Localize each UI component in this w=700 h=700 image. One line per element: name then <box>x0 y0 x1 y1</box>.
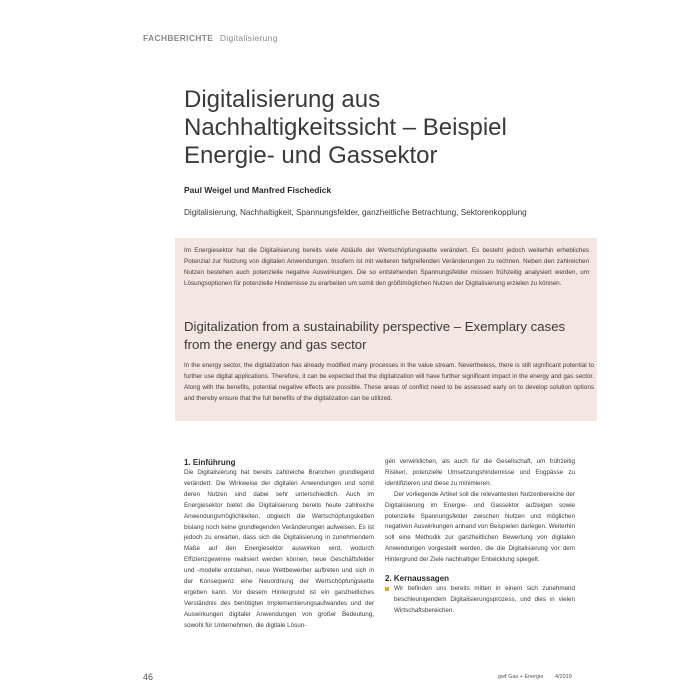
abstract-german: Im Energiesektor hat die Digitalisierung bereits viele Abläufe der Wertschöpfungskette verändert. Es besteht jedoch weiterhin erhebliches Potenzial zur Nutzung von digitalen Anwendungen. Insofern ist mit weiteren tiefgreifenden Veränderungen zu rechnen. Neben den zahlreichen Nutzen bestehen auch potenzielle negative Auswirkungen. Die so entstehenden Spannungsfelder müssen frühzeitig analysiert werden, um Lösungsoptionen für potenzielle Hindernisse zu erarbeiten um somit den größtmöglichen Nutzen der Digitalisierung erzielen zu können. <box>184 247 589 287</box>
authors: Paul Weigel und Manfred Fischedick <box>184 185 332 195</box>
keywords: Digitalisierung, Nachhaltigkeit, Spannungsfelder, ganzheitliche Betrachtung, Sektorenkopplung <box>184 208 527 217</box>
body-column-right <box>385 457 575 617</box>
section-label <box>143 33 278 43</box>
section-heading: 2. Kernaussagen <box>385 574 450 584</box>
english-title-line: from the energy and gas sector <box>184 337 367 352</box>
subsection-name: Digitalisierung <box>219 33 278 43</box>
page-number: 46 <box>143 672 154 682</box>
english-title-line: Digitalization from a sustainability perspective – Exemplary cases <box>184 319 566 334</box>
body-column-left <box>184 457 374 632</box>
abstract-english: In the energy sector, the digitalization has already modified many processes in the value stream. Nevertheless, there is still significant potential to further use digital applications. Therefore, it can be expected that the digitalization will have further significant impact in the energy and gas sector. Along with the benefits, potential negative effects are possible. These areas of conflict need to be assessed early on to develop solution options and thereby ensure that the full benefits of the digitalization can be utilized. <box>184 362 594 402</box>
title-line: Energie- und Gassektor <box>184 142 438 169</box>
bullet-square-icon <box>385 587 389 591</box>
title-line: Nachhaltigkeitssicht – Beispiel <box>184 114 507 141</box>
body-paragraph-continued: gen verwirklichen, als auch für die Gesellschaft, um frühzeitig Risiken, potenzielle Umsetzungshindernisse und Engpässe zu identifizieren und diese zu minimieren. <box>385 458 575 487</box>
key-statement-text: Wir befinden uns bereits mitten in einem sich zunehmend beschleunigendem Digitalisierungsprozess, und dies in vielen Wirtschaftsbereichen. <box>394 585 575 614</box>
key-statement-item <box>385 584 575 617</box>
body-paragraph: Die Digitalisierung hat bereits zahlreiche Branchen grundlegend verändert. Die Wirkweise der digitalen Anwendungen und somit deren Nutzen sind dabei sehr unterschiedlich. Auch im Energiesektor bietet die Digitalisierung bereits heute zahlreiche Anwendungsmöglichkeiten, obgleich die Wertschöpfungsketten bislang noch keine grundlegenden Veränderungen aufweisen. Es ist jedoch zu erwarten, dass sich die Digitalisierung in zunehmendem Maße auf den Energiesektor auswirken wird, wodurch Effizienzgewinne realisiert werden können, neue Geschäftsfelder und -modelle entstehen, neue Wettbewerber auftreten und sich in der Konsequenz eine Neuordnung der Wertschöpfungskette ergeben kann. Vor diesem Hintergrund ist ein ganzheitliches Verständnis des benötigten Implementierungsaufwandes und der Auswirkungen digitaler Anwendungen von großer Bedeutung, sowohl für Unternehmen, die digitale Lösun- <box>184 469 374 629</box>
journal-name: gwf Gas + Energie <box>498 674 544 680</box>
title-line: Digitalisierung aus <box>184 86 381 113</box>
section-heading: 1. Einführung <box>184 458 236 467</box>
article-title <box>184 86 604 170</box>
journal-issue: 4/2019 <box>554 674 572 680</box>
journal-footer <box>498 674 572 680</box>
section-name: FACHBERICHTE <box>143 33 214 43</box>
body-paragraph: Der vorliegende Artikel soll die relevantesten Nutzenbereiche der Digitalisierung im Energie- und Gassektor aufzeigen sowie potenzielle Spannungsfelder zwischen Nutzen und möglichen negativen Auswirkungen anhand von Beispielen darlegen. Weiterhin soll eine Methodik zur ganzheitlichen Bewertung von digitalen Anwendungen vorgestellt werden, die die Digitalisierung vor dem Hintergrund der Ziele nachhaltiger Entwicklung spiegelt. <box>385 490 575 564</box>
english-title <box>184 318 594 354</box>
